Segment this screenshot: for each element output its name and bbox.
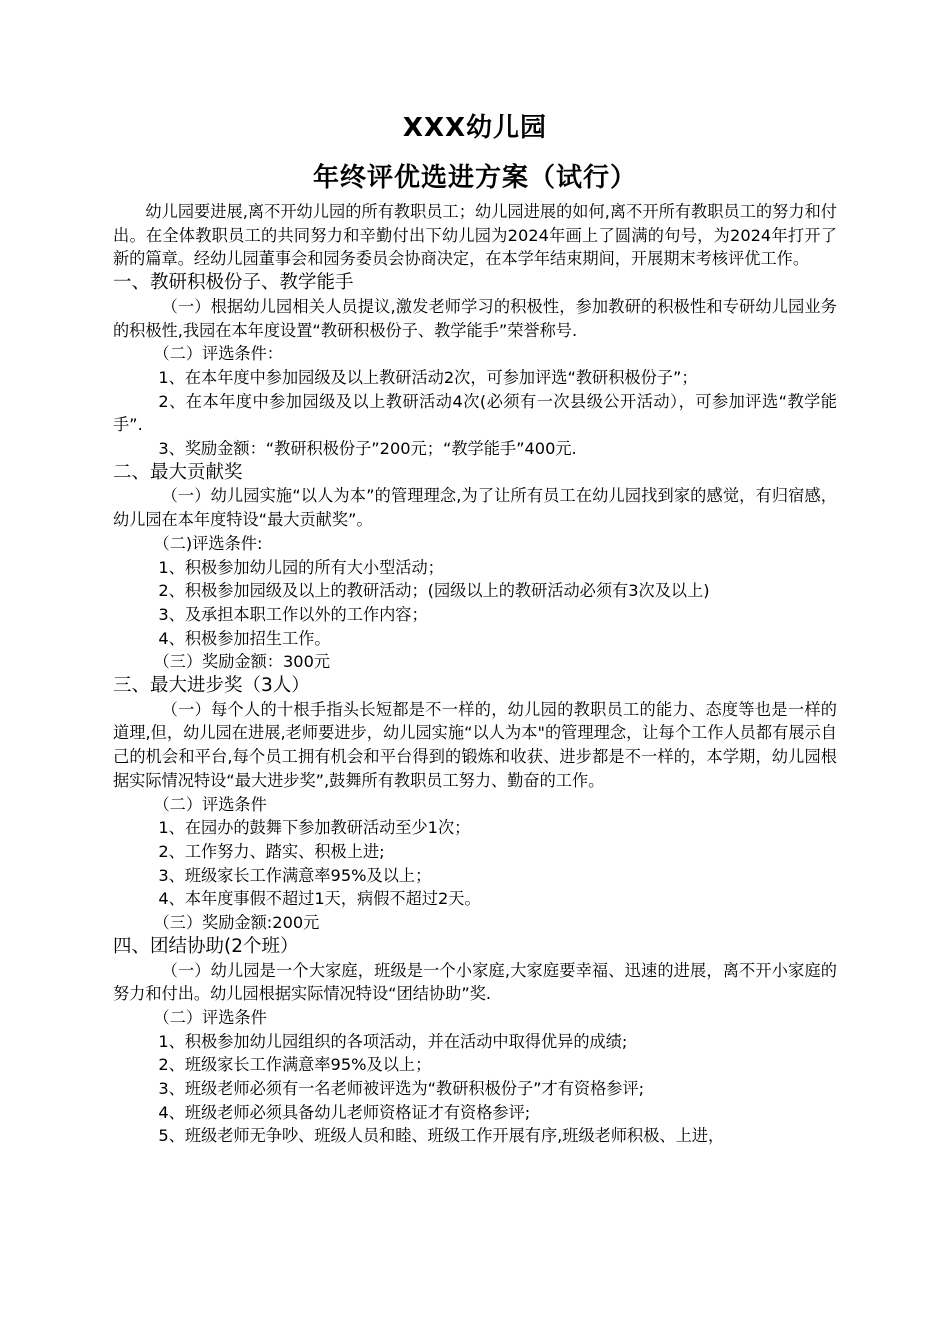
section-4-item-2: 2、班级家长工作满意率95%及以上；: [158, 1055, 432, 1075]
section-4-paragraph: （一）幼儿园是一个大家庭，班级是一个小家庭,大家庭要幸福、迅速的进展，离不开小家庭的努力和付出。幼儿园根据实际情况特设“团结协助”奖.: [113, 960, 837, 1004]
section-3-item-2: 2、工作努力、踏实、积极上进;: [158, 841, 385, 861]
section-4-criteria-label: （二）评选条件: [153, 1007, 267, 1027]
document-subtitle: 年终评优选进方案（试行）: [312, 163, 637, 193]
section-2-item-2: 2、积极参加园级及以上的教研活动；(园级以上的教研活动必须有3次及以上): [158, 581, 710, 601]
section-1-item-1: 1、在本年度中参加园级及以上教研活动2次，可参加评选“教研积极份子”；: [158, 367, 698, 387]
section-heading-4: 四、团结协助(2个班）: [113, 935, 299, 957]
section-3-item-1: 1、在园办的鼓舞下参加教研活动至少1次；: [158, 818, 471, 838]
section-heading-3: 三、最大进步奖（3人）: [113, 675, 310, 697]
section-4-item-5: 5、班级老师无争吵、班级人员和睦、班级工作开展有序,班级老师积极、上进，: [158, 1126, 725, 1146]
section-2-item-1: 1、积极参加幼儿园的所有大小型活动；: [158, 557, 444, 577]
section-4-item-1: 1、积极参加幼儿园组织的各项活动，并在活动中取得优异的成绩;: [158, 1031, 628, 1051]
section-1-criteria-label: （二）评选条件：: [153, 344, 283, 364]
section-3-reward: （三）奖励金额:200元: [153, 913, 320, 933]
intro-paragraph: 幼儿园要进展,离不开幼儿园的所有教职员工；幼儿园进展的如何,离不开所有教职员工的努力和付出。在全体教职员工的共同努力和辛勤付出下幼儿园为2024年画上了圆满的句号，为2024年打开了新的篇章。经幼儿园董事会和园务委员会协商决定，在本学年结束期间，开展期末考核评优工作。: [113, 202, 837, 269]
section-3-paragraph: （一）每个人的十根手指头长短都是不一样的，幼儿园的教职员工的能力、态度等也是一样的道理,但，幼儿园在进展,老师要进步，幼儿园实施“以人为本"的管理理念，让每个工作人员都有展示自己的机会和平台,每个员工拥有机会和平台得到的锻炼和收获、进步都是不一样的，本学期，幼儿园根据实际情况特设“最大进步奖”,鼓舞所有教职员工努力、勤奋的工作。: [113, 699, 837, 790]
document-title: XXX幼儿园: [402, 113, 548, 143]
document-body: [113, 108, 837, 1148]
section-1-item-2: 2、在本年度中参加园级及以上教研活动4次(必须有一次县级公开活动），可参加评选“教学能手”.: [113, 391, 837, 435]
section-2-paragraph: （一）幼儿园实施“以人为本”的管理理念,为了让所有员工在幼儿园找到家的感觉，有归宿感，幼儿园在本年度特设“最大贡献奖”。: [113, 486, 837, 530]
section-heading-2: 二、最大贡献奖: [113, 461, 243, 483]
section-1-paragraph: （一）根据幼儿园相关人员提议,激发老师学习的积极性，参加教研的积极性和专研幼儿园业务的积极性,我园在本年度设置“教研积极份子、教学能手”荣誉称号.: [113, 296, 837, 340]
section-2-item-4: 4、积极参加招生工作。: [158, 628, 331, 648]
section-3-item-4: 4、本年度事假不超过1天，病假不超过2天。: [158, 889, 481, 909]
section-4-item-4: 4、班级老师必须具备幼儿老师资格证才有资格参评;: [158, 1102, 531, 1122]
section-3-item-3: 3、班级家长工作满意率95%及以上；: [158, 865, 432, 885]
section-2-reward: （三）奖励金额：300元: [153, 652, 331, 672]
section-2-criteria-label: （二)评选条件:: [153, 533, 263, 553]
section-4-item-3: 3、班级老师必须有一名老师被评选为“教研积极份子”才有资格参评;: [158, 1079, 645, 1099]
section-heading-1: 一、教研积极份子、教学能手: [113, 272, 354, 294]
section-2-item-3: 3、及承担本职工作以外的工作内容；: [158, 604, 428, 624]
section-1-item-3: 3、奖励金额：“教研积极份子”200元；“教学能手”400元.: [158, 439, 577, 459]
section-3-criteria-label: （二）评选条件: [153, 794, 267, 814]
